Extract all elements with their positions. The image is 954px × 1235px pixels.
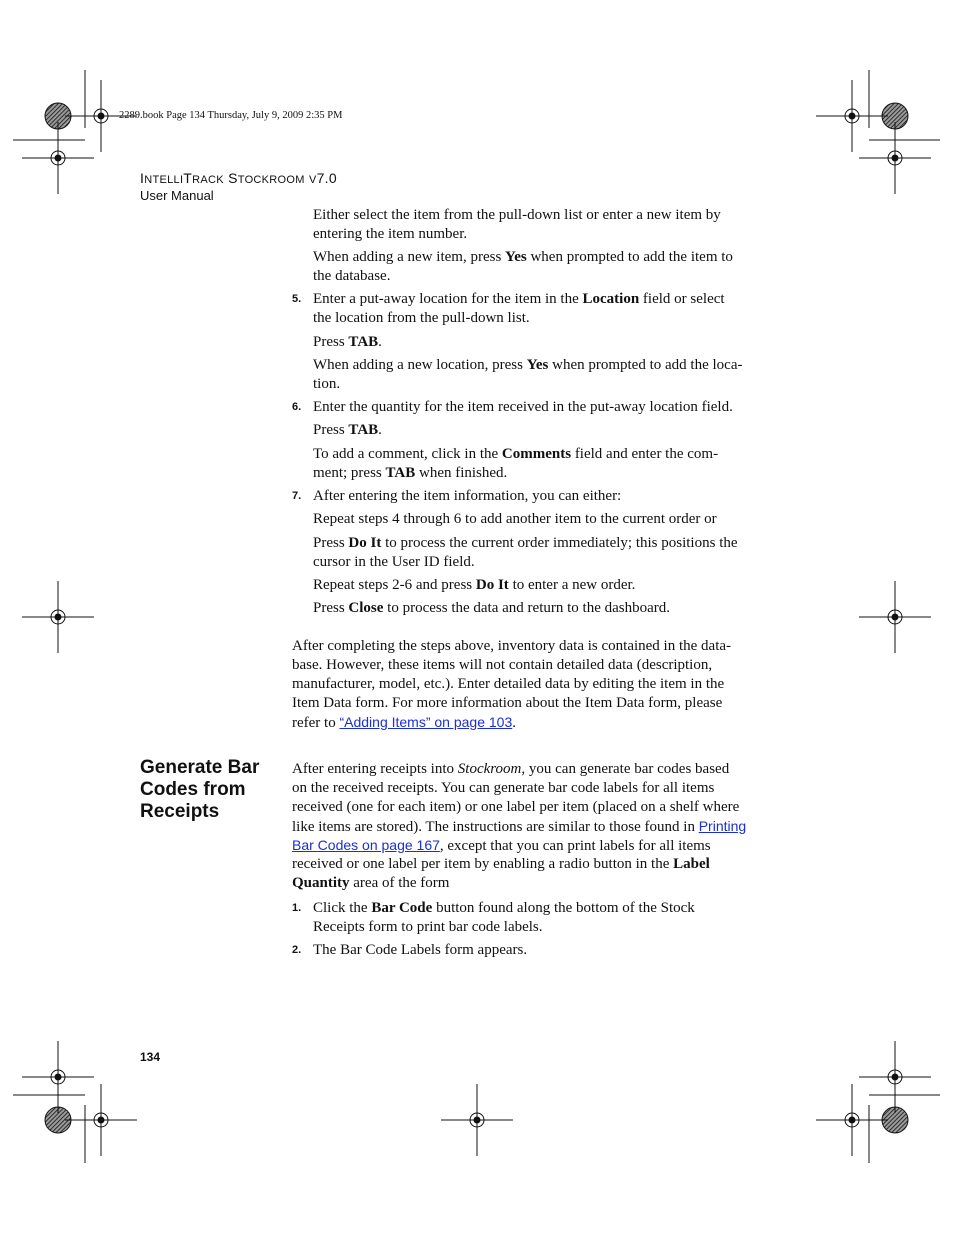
crosshair-target-icon <box>22 80 931 1156</box>
step-number: 5. <box>292 293 302 305</box>
text-run: The Bar Code Labels form appears. <box>313 942 528 958</box>
page-number: 134 <box>140 1050 161 1064</box>
text-run: Press <box>313 334 349 350</box>
header-title-part: RACK <box>192 174 224 186</box>
text-run: After completing the steps above, inventory data is contained in the data- <box>292 638 732 654</box>
text-run: field or select <box>639 291 725 307</box>
step-paragraph <box>313 576 635 595</box>
bold-term: Quantity <box>292 875 350 891</box>
bold-term: Location <box>582 291 640 307</box>
text-run: . <box>512 715 516 731</box>
text-run: ment; press <box>313 465 386 481</box>
body-paragraph <box>292 817 746 837</box>
cross-reference-link[interactable]: Bar Codes on page 167 <box>292 837 440 853</box>
text-run: To add a comment, click in the <box>313 446 502 462</box>
bold-term: Yes <box>505 249 527 265</box>
text-run: . <box>378 422 382 438</box>
bold-term: Do It <box>475 577 509 593</box>
text-run: the location from the pull-down list. <box>313 310 530 326</box>
step-number: 2. <box>292 944 302 956</box>
header-title-part: I <box>140 170 145 186</box>
text-run: . <box>378 334 382 350</box>
text-run: on the received receipts. You can generate bar code labels for all items <box>292 780 715 796</box>
header-title-part: S <box>223 170 238 186</box>
text-run: Enter the quantity for the item received in the put-away location field. <box>313 399 733 415</box>
text-run: Receipts form to print bar code labels. <box>313 919 543 935</box>
body-paragraph <box>292 694 722 713</box>
running-header-subtitle: User Manual <box>140 188 214 203</box>
text-run: the database. <box>313 268 391 284</box>
text-run: when prompted to add the item to <box>526 249 733 265</box>
text-run: Item Data form. For more information about the Item Data form, please <box>292 695 723 711</box>
step-paragraph <box>313 267 390 286</box>
bold-term: Do It <box>348 535 382 551</box>
header-title-part: V <box>308 174 317 186</box>
cross-reference-link[interactable]: “Adding Items” on page 103 <box>339 714 513 730</box>
bold-term: Comments <box>501 446 572 462</box>
body-paragraph <box>292 656 712 675</box>
step-paragraph <box>313 356 742 375</box>
step-paragraph <box>313 225 467 244</box>
text-run: cursor in the User ID field. <box>313 554 475 570</box>
header-title-part: TOCKROOM <box>237 174 305 186</box>
text-run: refer to <box>292 715 340 731</box>
running-header-title <box>140 170 337 186</box>
numbered-step <box>313 398 733 417</box>
text-run: Either select the item from the pull-down list or enter a new item by <box>313 207 721 223</box>
body-paragraph <box>292 874 449 893</box>
body-paragraph <box>292 637 731 656</box>
text-run: manufacturer, model, etc.). Enter detailed data by editing the item in the <box>292 676 725 692</box>
text-run: received or one label per item by enabling a radio button in the <box>292 856 674 872</box>
step-paragraph <box>313 333 382 352</box>
numbered-step <box>313 941 527 960</box>
text-run: when prompted to add the loca- <box>548 357 743 373</box>
step-paragraph <box>313 375 340 394</box>
step-paragraph <box>313 534 738 553</box>
bold-term: Label <box>673 856 710 872</box>
numbered-step <box>313 899 695 918</box>
italic-term: Stockroom <box>457 761 522 777</box>
step-paragraph <box>313 553 475 572</box>
numbered-step <box>313 309 530 328</box>
bold-term: TAB <box>385 465 416 481</box>
step-paragraph <box>313 510 717 529</box>
text-run: Repeat steps 2-6 and press <box>313 577 476 593</box>
body-paragraph <box>292 760 729 779</box>
text-run: to process the current order immediately; this positions the <box>381 535 738 551</box>
step-paragraph <box>313 464 507 483</box>
body-paragraph <box>292 836 711 856</box>
text-run: to enter a new order. <box>508 577 636 593</box>
step-paragraph <box>313 421 382 440</box>
body-paragraph <box>292 779 714 798</box>
text-run: base. However, these items will not contain detailed data (description, <box>292 657 713 673</box>
header-title-part: 7.0 <box>316 170 337 186</box>
text-run: , except that you can print labels for all items <box>439 838 711 854</box>
bold-term: Yes <box>526 357 549 373</box>
numbered-step <box>313 918 543 937</box>
text-run: Press <box>313 600 349 616</box>
text-run: tion. <box>313 376 341 392</box>
bold-term: TAB <box>348 422 379 438</box>
body-paragraph <box>292 798 739 817</box>
text-run: Click the <box>313 900 372 916</box>
text-run: Enter a put-away location for the item in the <box>313 291 583 307</box>
text-run: After entering the item information, you can either: <box>313 488 622 504</box>
text-run: received (one for each item) or one label per item (placed on a shelf where <box>292 799 740 815</box>
text-run: field and enter the com- <box>571 446 719 462</box>
bold-term: TAB <box>348 334 379 350</box>
step-paragraph <box>313 248 733 267</box>
step-number: 7. <box>292 490 302 502</box>
print-info: 2289.book Page 134 Thursday, July 9, 2009 2:35 PM <box>119 110 343 121</box>
numbered-step <box>313 487 621 506</box>
text-run: Press <box>313 535 349 551</box>
section-heading-line: Receipts <box>140 801 220 822</box>
text-run: button found along the bottom of the Stock <box>432 900 695 916</box>
body-paragraph <box>292 855 710 874</box>
text-run: , you can generate bar codes based <box>521 761 730 777</box>
step-number: 1. <box>292 902 302 914</box>
numbered-step <box>313 290 725 309</box>
cross-reference-link[interactable]: Printing <box>698 818 747 834</box>
section-heading-line: Codes from <box>140 779 246 800</box>
bold-term: Bar Code <box>371 900 433 916</box>
section-heading-line: Generate Bar <box>140 757 260 778</box>
step-number: 6. <box>292 401 302 413</box>
text-run: area of the form <box>349 875 450 891</box>
header-title-part: NTELLI <box>144 174 184 186</box>
text-run: After entering receipts into <box>292 761 458 777</box>
text-run: When adding a new location, press <box>313 357 527 373</box>
body-paragraph <box>292 675 724 694</box>
bold-term: Close <box>348 600 384 616</box>
text-run: like items are stored). The instructions are similar to those found in <box>292 819 699 835</box>
text-run: when finished. <box>415 465 508 481</box>
text-run: Repeat steps 4 through 6 to add another item to the current order or <box>313 511 717 527</box>
step-paragraph <box>313 445 718 464</box>
step-paragraph <box>313 206 721 225</box>
section-heading <box>140 757 259 823</box>
step-paragraph <box>313 599 670 618</box>
body-paragraph <box>292 713 516 733</box>
text-run: to process the data and return to the dashboard. <box>383 600 670 616</box>
header-title-part: T <box>183 170 193 186</box>
text-run: entering the item number. <box>313 226 468 242</box>
text-run: Press <box>313 422 349 438</box>
text-run: When adding a new item, press <box>313 249 506 265</box>
